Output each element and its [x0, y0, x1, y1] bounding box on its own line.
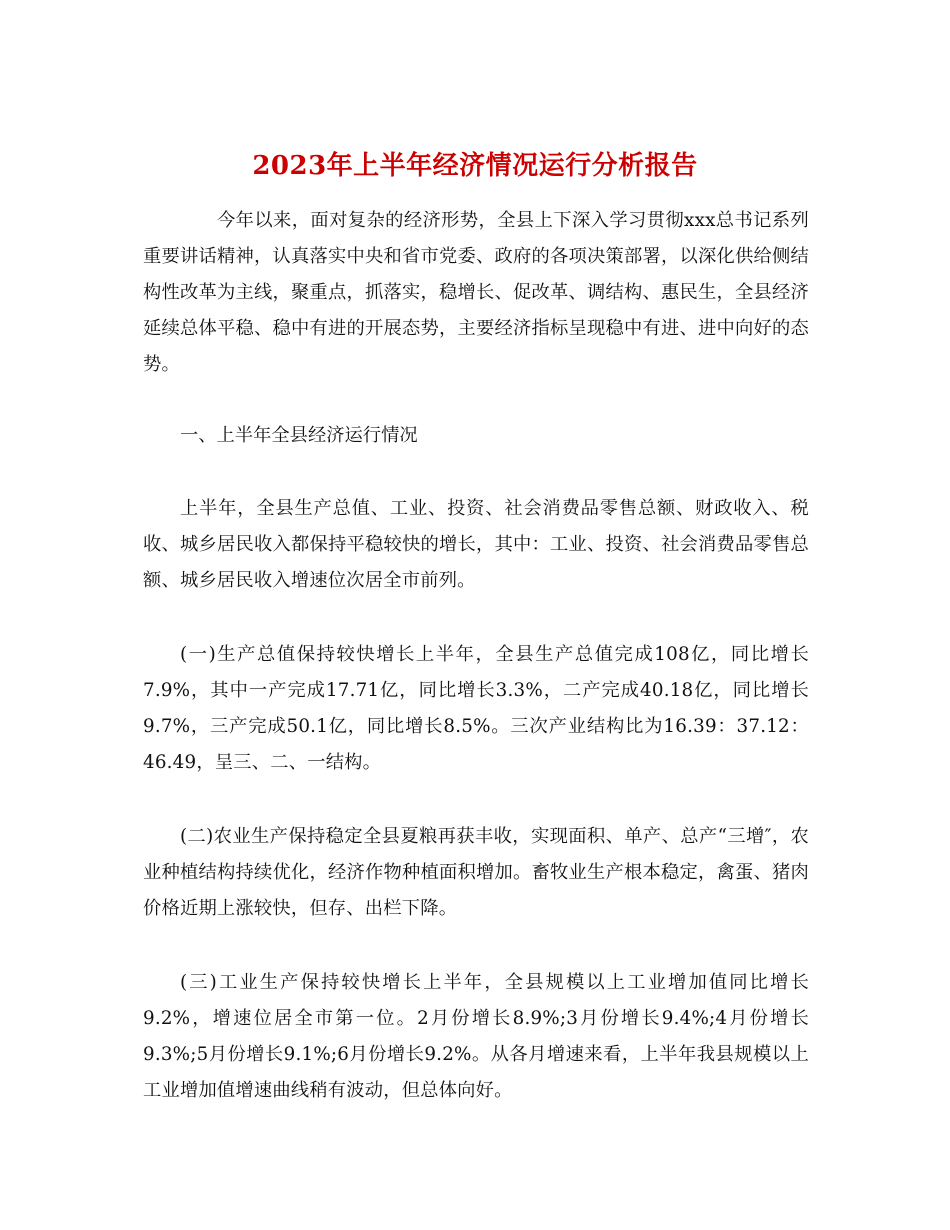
item-gdp-paragraph: (一)生产总值保持较快增长上半年，全县生产总值完成108亿，同比增长7.9%，其中一产完成17.71亿，同比增长3.3%，二产完成40.18亿，同比增长9.7%，三产完成50.1亿，同比增长8.5%。三次产业结构比为16.39：37.12：46.49，呈三、二、一结构。 [143, 644, 809, 773]
intro-paragraph: 今年以来，面对复杂的经济形势，全县上下深入学习贯彻xxx总书记系列重要讲话精神，认真落实中央和省市党委、政府的各项决策部署，以深化供给侧结构性改革为主线，聚重点，抓落实，稳增长、促改革、调结构、惠民生，全县经济延续总体平稳、稳中有进的开展态势，主要经济指标呈现稳中有进、进中向好的态势。 [143, 210, 809, 375]
item-industry-paragraph: (三)工业生产保持较快增长上半年，全县规模以上工业增加值同比增长9.2%，增速位居全市第一位。2月份增长8.9%;3月份增长9.4%;4月份增长9.3%;5月份增长9.1%;6月份增长9.2%。从各月增速来看，上半年我县规模以上工业增加值增速曲线稍有波动，但总体向好。 [143, 972, 809, 1101]
section-heading: 一、上半年全县经济运行情况 [180, 425, 418, 446]
item-agriculture-paragraph: (二)农业生产保持稳定全县夏粮再获丰收，实现面积、单产、总产“三增″，农业种植结构持续优化，经济作物种植面积增加。畜牧业生产根本稳定，禽蛋、猪肉价格近期上涨较快，但存、出栏下降。 [143, 826, 809, 919]
summary-paragraph: 上半年，全县生产总值、工业、投资、社会消费品零售总额、财政收入、税收、城乡居民收入都保持平稳较快的增长，其中：工业、投资、社会消费品零售总额、城乡居民收入增速位次居全市前列。 [143, 498, 809, 591]
document-title: 2023年上半年经济情况运行分析报告 [252, 151, 698, 182]
